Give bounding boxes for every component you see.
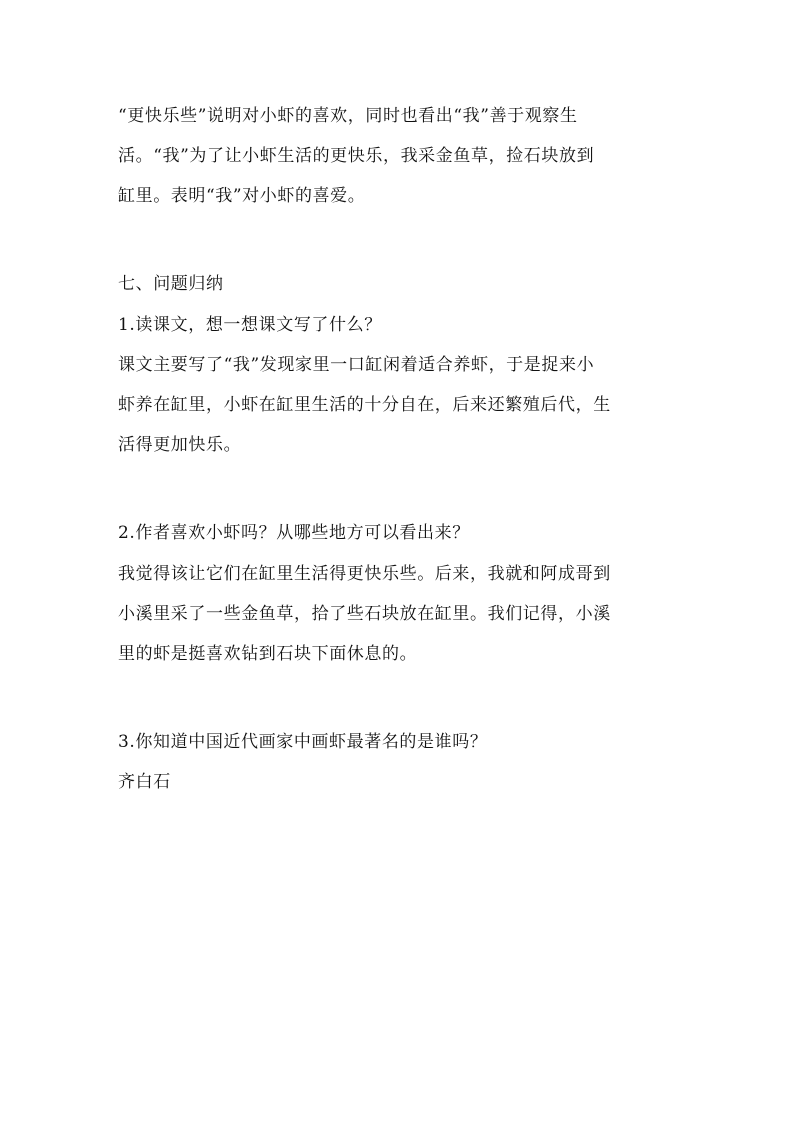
intro-paragraph	[118, 96, 676, 216]
section-heading: 七、问题归纳	[118, 274, 224, 294]
text-line: 活得更加快乐。	[118, 435, 242, 455]
text-line: “更快乐些”说明对小虾的喜欢，同时也看出“我”善于观察生	[118, 106, 578, 126]
text-line: 活。“我”为了让小虾生活的更快乐，我采金鱼草，捡石块放到	[118, 146, 595, 166]
answer-1	[118, 345, 676, 465]
text-line: 课文主要写了“我”发现家里一口缸闲着适合养虾，于是捉来小	[118, 355, 595, 375]
text-line: 我觉得该让它们在缸里生活得更快乐些。后来，我就和阿成哥到	[118, 564, 611, 584]
text-line: 里的虾是挺喜欢钻到石块下面休息的。	[118, 644, 418, 664]
answer-2	[118, 554, 676, 674]
question-2: 2.作者喜欢小虾吗？从哪些地方可以看出来？	[118, 523, 470, 543]
answer-3: 齐白石	[118, 772, 171, 792]
text-line: 缸里。表明“我”对小虾的喜爱。	[118, 186, 366, 206]
question-3: 3.你知道中国近代画家中画虾最著名的是谁吗？	[118, 732, 488, 752]
text-line: 小溪里采了一些金鱼草，拾了些石块放在缸里。我们记得，小溪	[118, 604, 611, 624]
question-1: 1.读课文，想一想课文写了什么？	[118, 315, 382, 335]
text-line: 虾养在缸里，小虾在缸里生活的十分自在，后来还繁殖后代，生	[118, 395, 611, 415]
